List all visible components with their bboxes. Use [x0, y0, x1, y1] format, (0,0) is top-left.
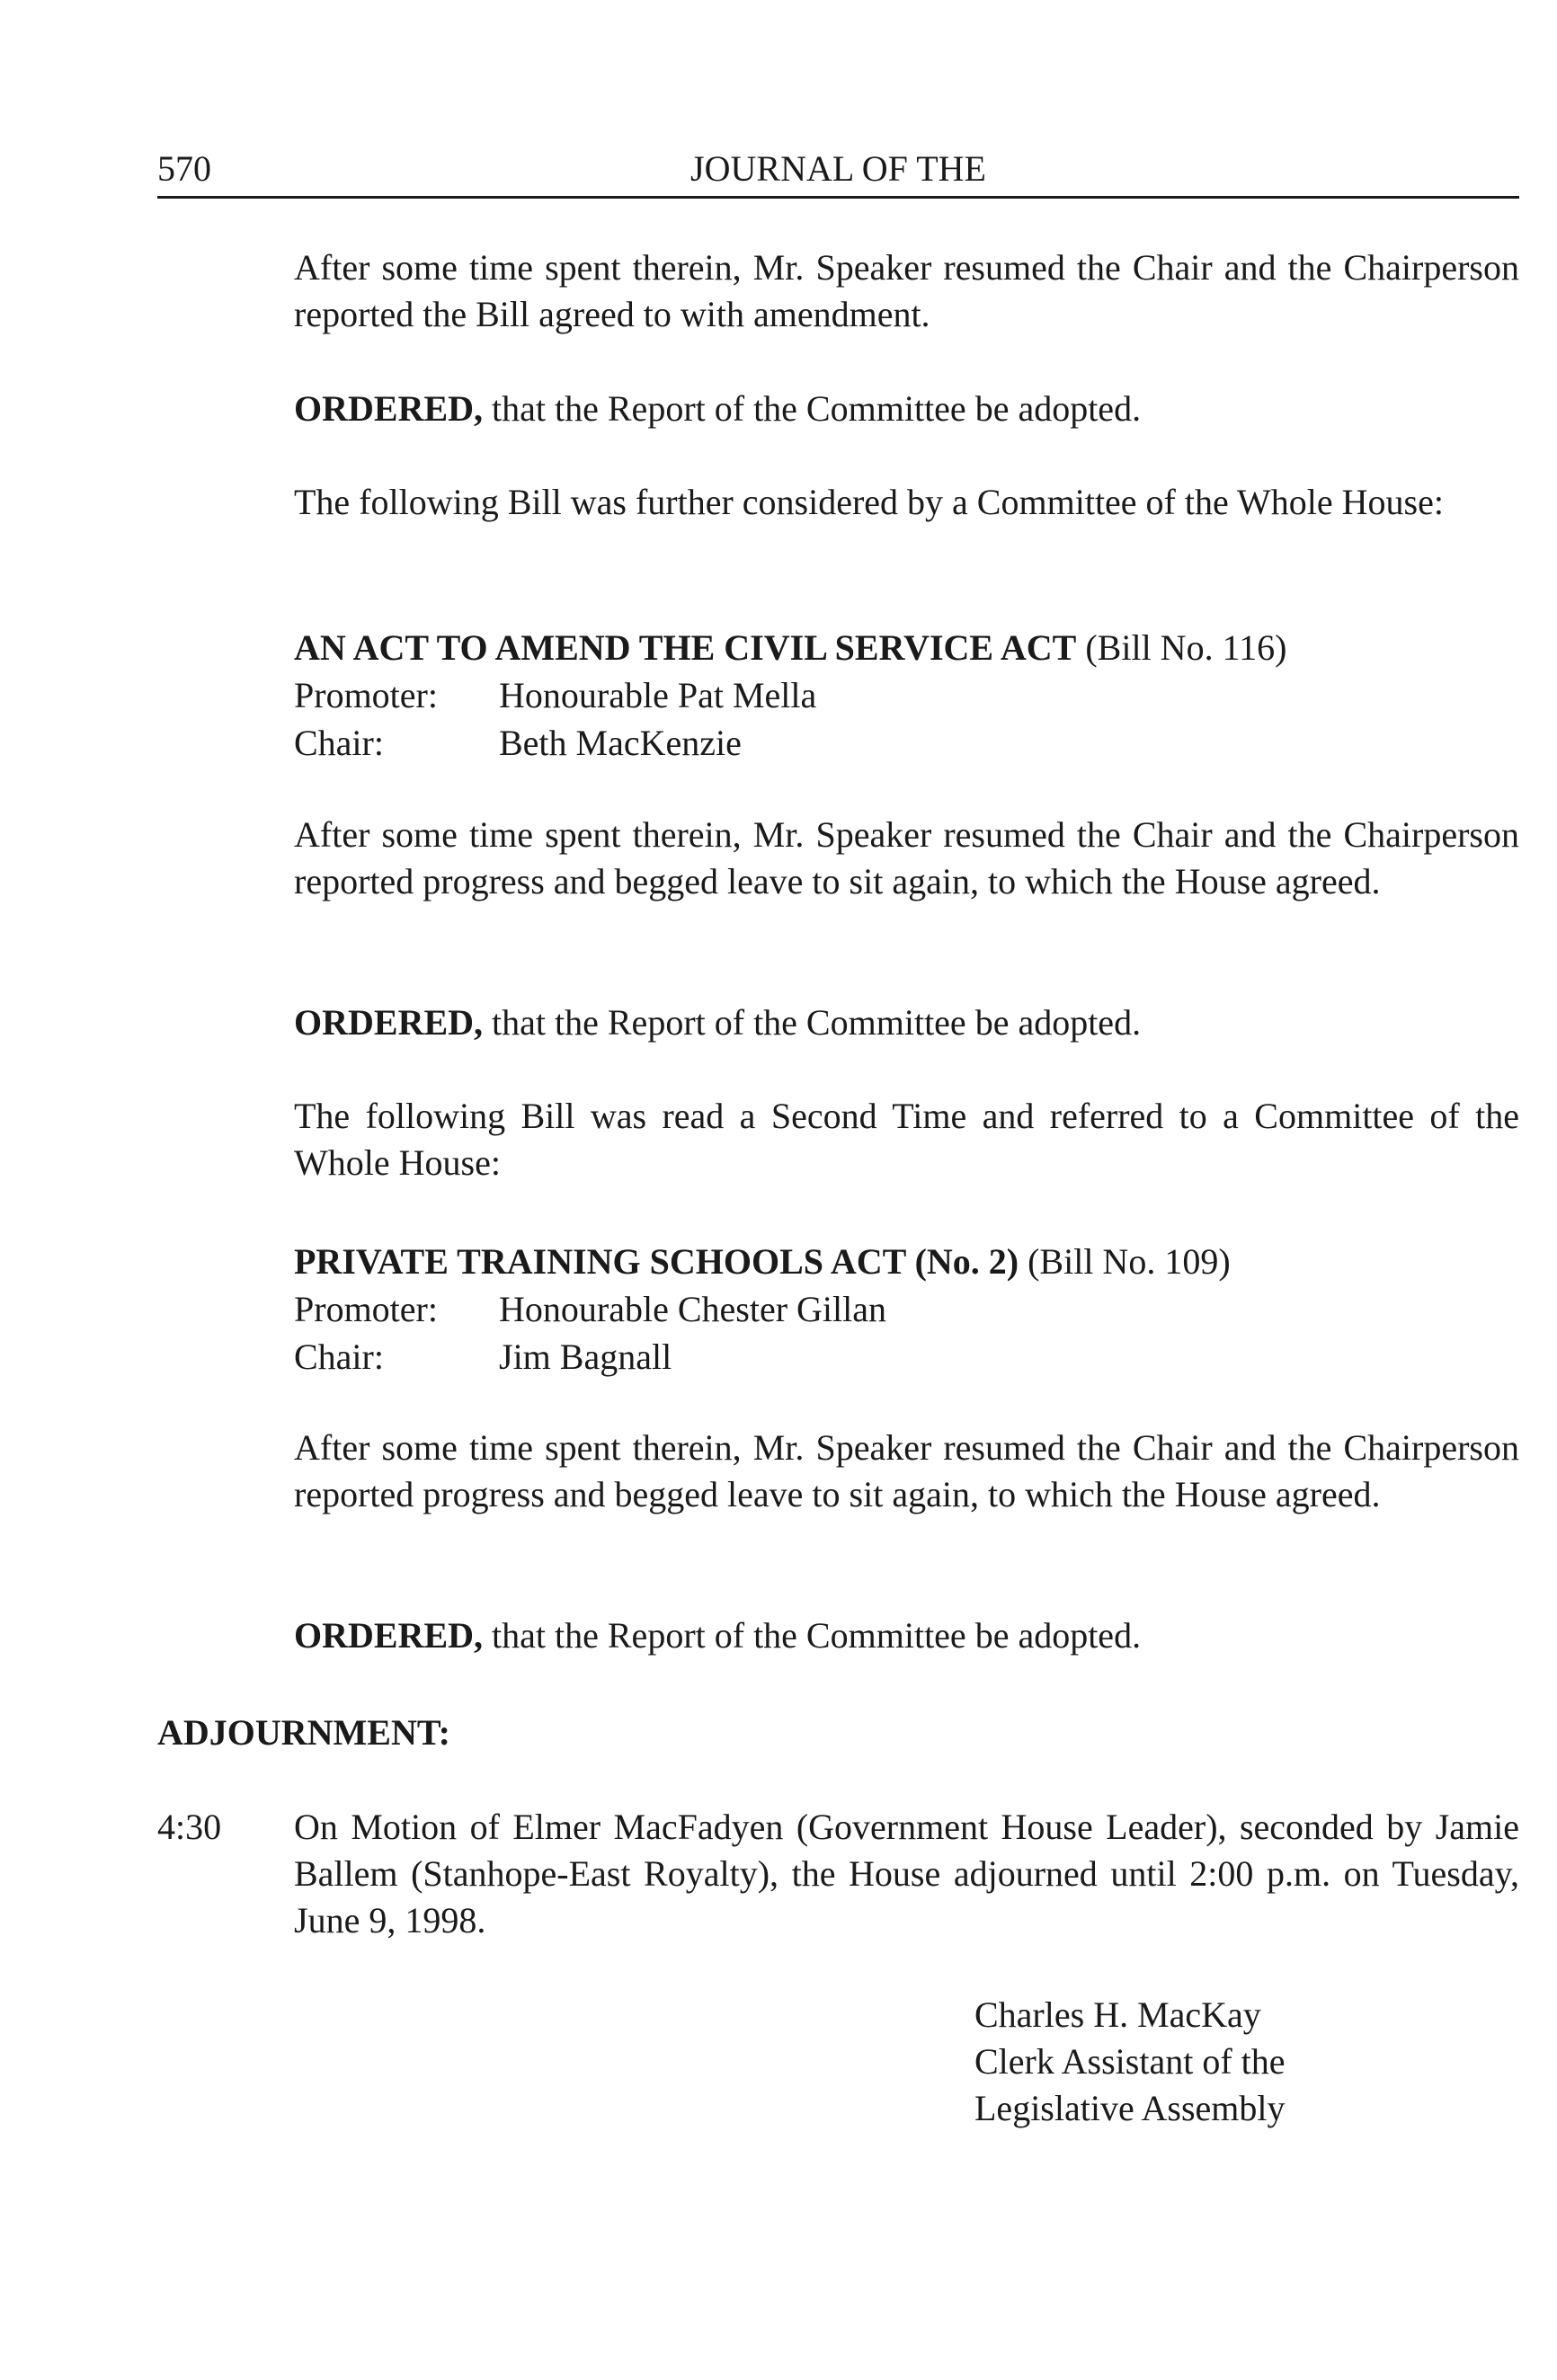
bill-promoter-row: [294, 1285, 1519, 1333]
page-header: [157, 144, 1519, 199]
chair-name: Beth MacKenzie: [499, 723, 742, 763]
signatory-name: Charles H. MacKay: [974, 1994, 1261, 2035]
chair-label: Chair:: [294, 1337, 384, 1377]
paragraph-committee-report-1: [294, 244, 1519, 338]
paragraph-text: The following Bill was further considered by a Committee of the Whole House:: [294, 482, 1444, 522]
ordered-paragraph-3: [294, 1612, 1519, 1659]
adjournment-time: 4:30: [157, 1807, 222, 1847]
promoter-label: Promoter:: [294, 1289, 438, 1329]
ordered-label: ORDERED,: [294, 388, 484, 429]
bill-entry-116: [294, 624, 1519, 767]
paragraph-text: After some time spent therein, Mr. Speaker resumed the Chair and the Chairperson reported the Bill agreed to with amendment.: [294, 247, 1519, 334]
bill-chair-row: [294, 719, 1519, 767]
bill-title-line: [294, 1238, 1519, 1285]
ordered-label: ORDERED,: [294, 1615, 484, 1656]
paragraph-bill-considered: [294, 479, 1519, 526]
signatory-title-line-1: Clerk Assistant of the: [974, 2041, 1286, 2082]
bill-number: (Bill No. 109): [1019, 1241, 1231, 1282]
bill-title: PRIVATE TRAINING SCHOOLS ACT (No. 2): [294, 1241, 1019, 1282]
adjournment-heading: ADJOURNMENT:: [157, 1712, 450, 1753]
ordered-text: that the Report of the Committee be adopted.: [483, 1615, 1142, 1656]
page-number: 570: [157, 148, 211, 189]
ordered-label: ORDERED,: [294, 1002, 484, 1043]
chair-label: Chair:: [294, 723, 384, 763]
signature-block: [974, 1992, 1286, 2132]
promoter-name: Honourable Chester Gillan: [499, 1289, 886, 1329]
paragraph-committee-report-2: [294, 812, 1519, 905]
paragraph-text: After some time spent therein, Mr. Speaker resumed the Chair and the Chairperson reported progress and begged leave to sit again, to which the House agreed.: [294, 814, 1519, 901]
bill-title: AN ACT TO AMEND THE CIVIL SERVICE ACT: [294, 627, 1077, 668]
promoter-label: Promoter:: [294, 675, 438, 715]
adjournment-motion: [294, 1804, 1519, 1944]
ordered-paragraph-2: [294, 999, 1519, 1046]
bill-promoter-row: [294, 671, 1519, 719]
paragraph-text: On Motion of Elmer MacFadyen (Government House Leader), seconded by Jamie Ballem (Stanhope-East Royalty), the House adjourned until 2:00 p.m. on Tuesday, June 9, 1998.: [294, 1807, 1519, 1940]
signatory-title-line-2: Legislative Assembly: [974, 2088, 1286, 2128]
bill-number: (Bill No. 116): [1076, 627, 1287, 668]
chair-name: Jim Bagnall: [499, 1337, 672, 1377]
ordered-text: that the Report of the Committee be adopted.: [483, 388, 1142, 429]
bill-title-line: [294, 624, 1519, 671]
paragraph-text: The following Bill was read a Second Time and referred to a Committee of the Whole House:: [294, 1096, 1519, 1183]
paragraph-bill-second-reading: [294, 1093, 1519, 1186]
paragraph-committee-report-3: [294, 1425, 1519, 1518]
promoter-name: Honourable Pat Mella: [499, 675, 817, 715]
ordered-text: that the Report of the Committee be adopted.: [483, 1002, 1142, 1043]
running-title: JOURNAL OF THE: [690, 148, 986, 189]
ordered-paragraph-1: [294, 386, 1519, 432]
bill-entry-109: [294, 1238, 1519, 1381]
bill-chair-row: [294, 1333, 1519, 1381]
paragraph-text: After some time spent therein, Mr. Speaker resumed the Chair and the Chairperson reported progress and begged leave to sit again, to which the House agreed.: [294, 1427, 1519, 1514]
